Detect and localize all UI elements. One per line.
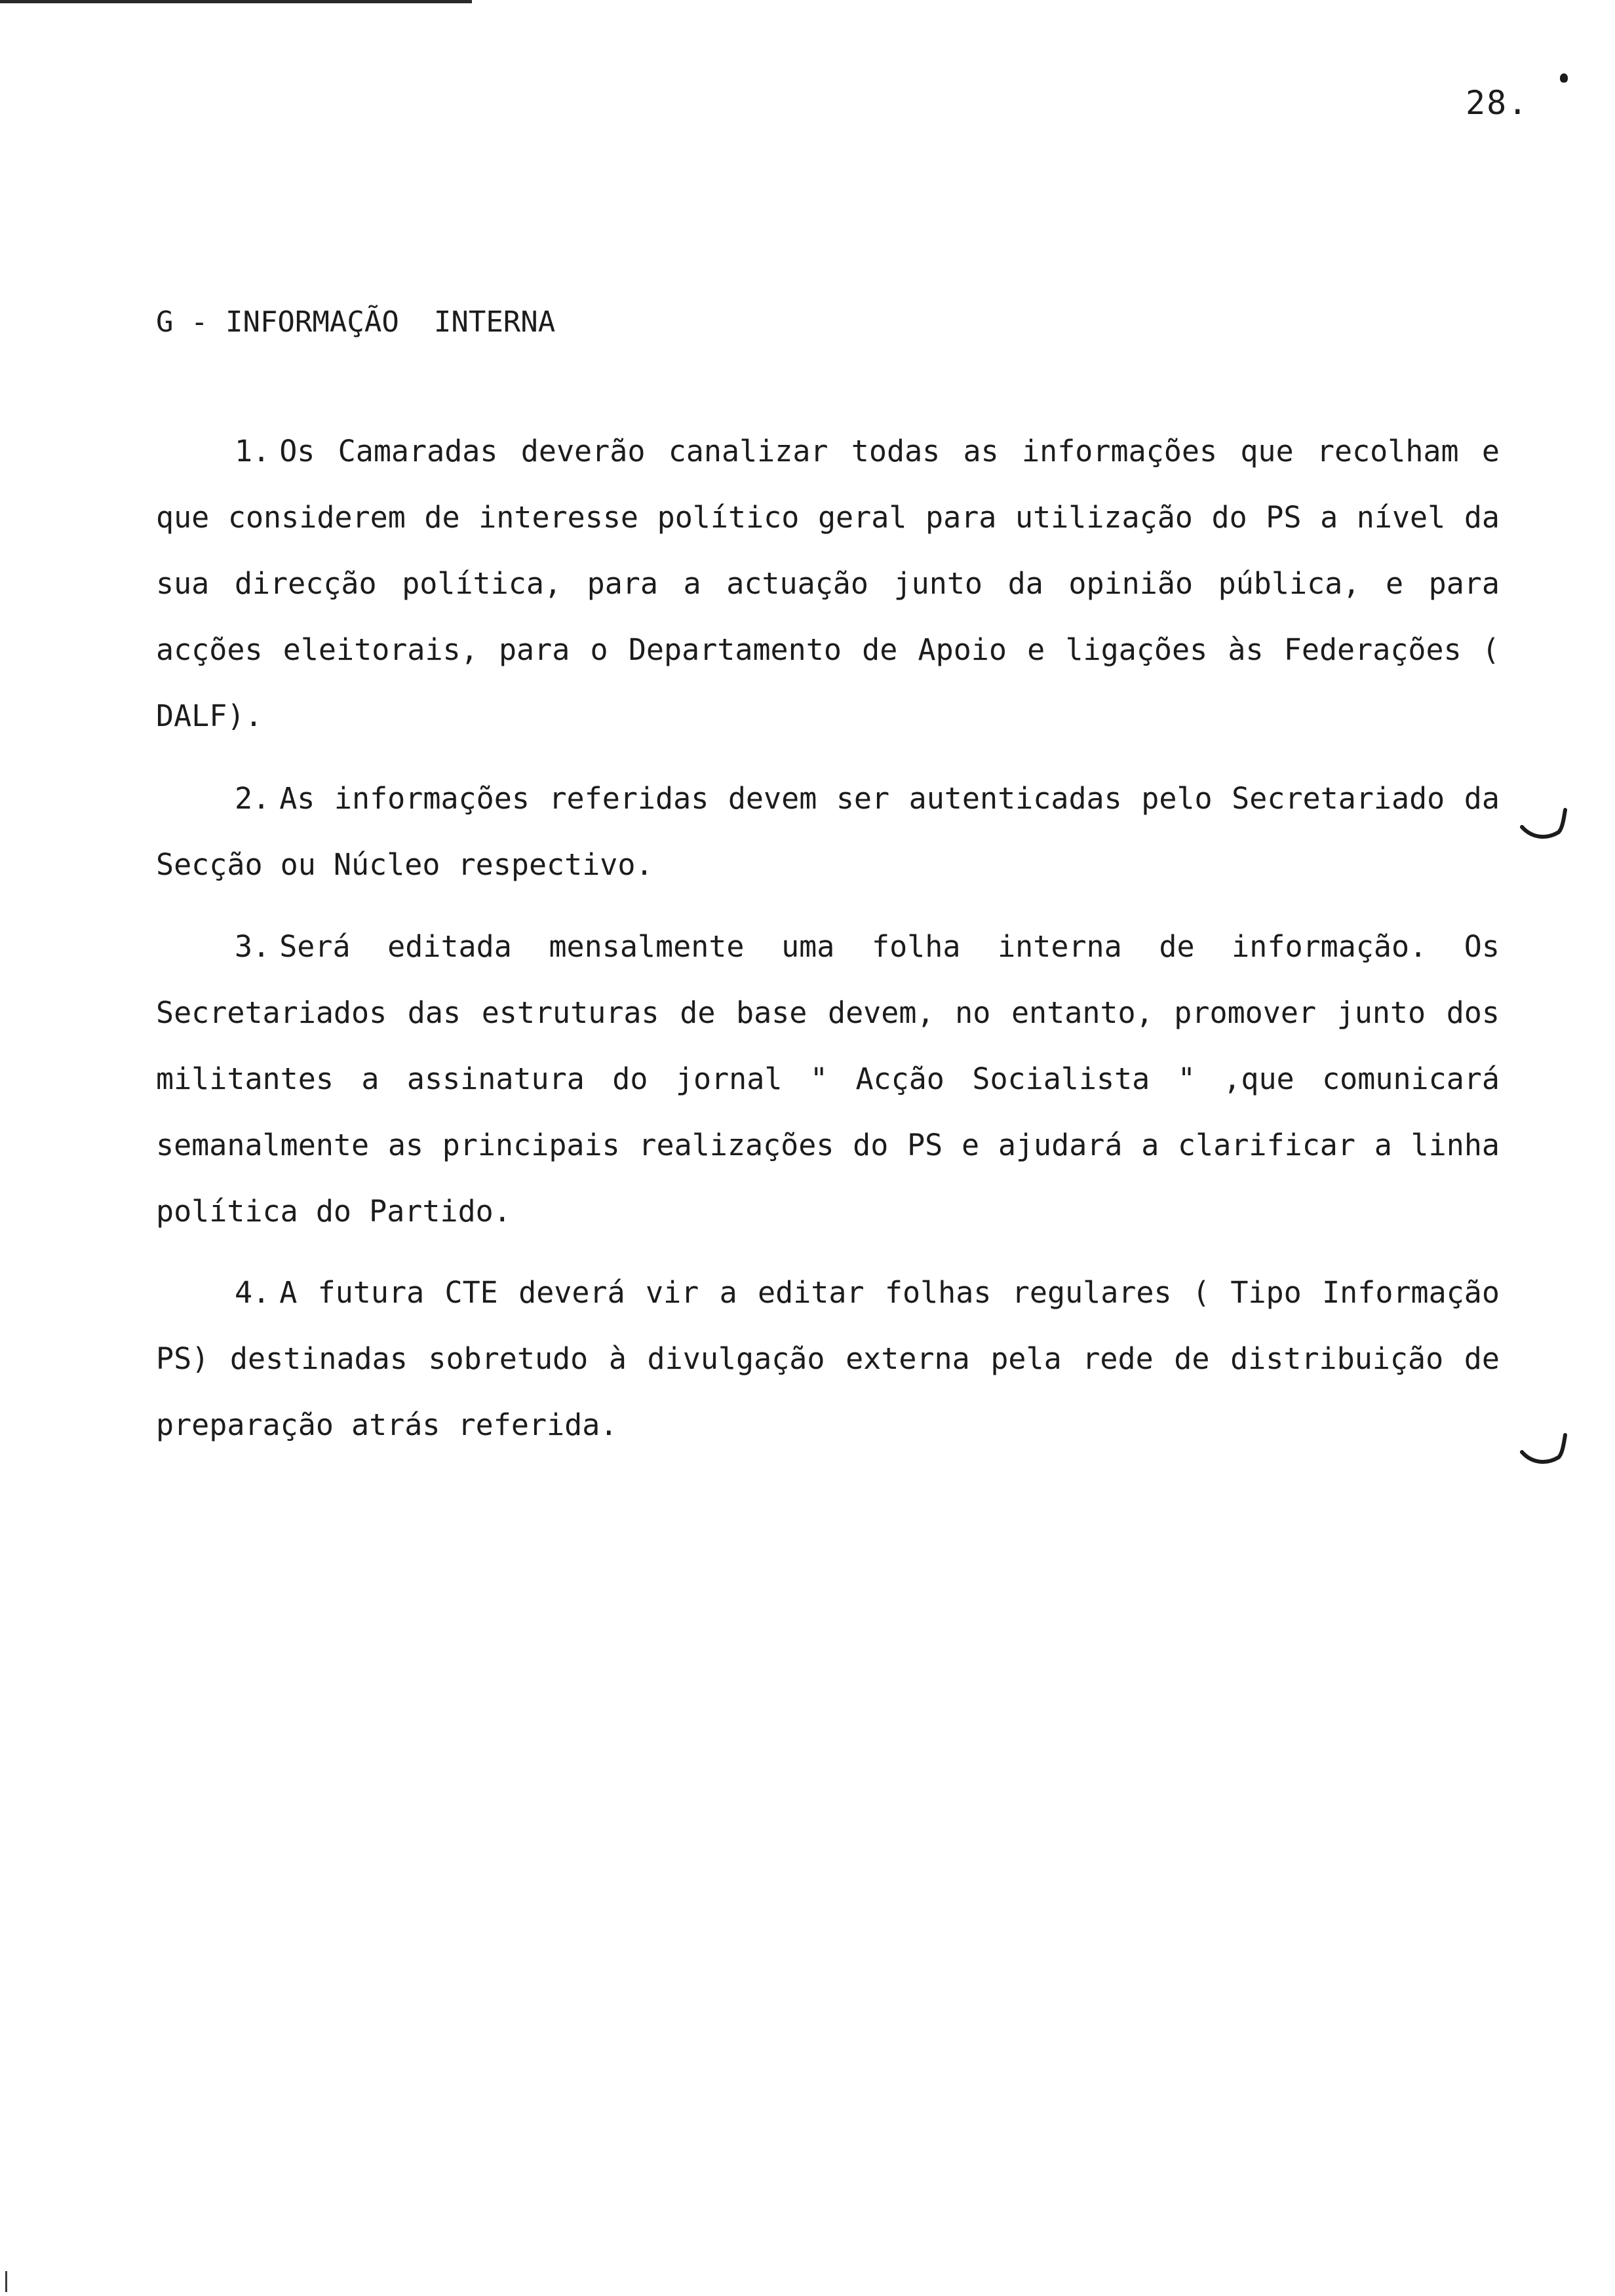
check-mark-icon (1519, 1430, 1568, 1469)
paragraph-number: 1. (235, 434, 271, 469)
paragraph-1 (156, 418, 1500, 749)
check-mark-icon (1519, 805, 1568, 844)
paragraph-number: 4. (235, 1275, 271, 1310)
paragraph-text: As informações referidas devem ser autenticadas pelo Secretariado da Secção ou Núcleo respectivo. (156, 781, 1500, 882)
paragraph-text: A futura CTE deverá vir a editar folhas regulares ( Tipo Informação PS) destinadas sobretudo à divulgação externa pela rede de distribuição de preparação atrás referida. (156, 1275, 1500, 1442)
paragraph-2 (156, 765, 1500, 898)
ink-dot-mark (1560, 73, 1568, 83)
paragraph-number: 3. (235, 929, 271, 964)
paragraph-text: Será editada mensalmente uma folha interna de informação. Os Secretariados das estruturas de base devem, no entanto, promover junto dos militantes a assinatura do jornal " Acção Socialista " ,que comunicará semanalmente as principais realizações do PS e ajudará a clarificar a linha política do Partido. (156, 929, 1500, 1229)
edge-mark (5, 2271, 7, 2292)
top-edge-rule (0, 0, 472, 3)
page-number: 28. (1466, 84, 1529, 122)
paragraph-3 (156, 913, 1500, 1244)
paragraph-text: Os Camaradas deverão canalizar todas as informações que recolham e que considerem de interesse político geral para utilização do PS a nível da sua direcção política, para a actuação junto da opinião pública, e para acções eleitorais, para o Departamento de Apoio e ligações às Federações ( DALF). (156, 434, 1500, 733)
section-heading: G - INFORMAÇÃO INTERNA (156, 305, 556, 339)
paragraph-4 (156, 1259, 1500, 1458)
paragraph-number: 2. (235, 781, 271, 816)
